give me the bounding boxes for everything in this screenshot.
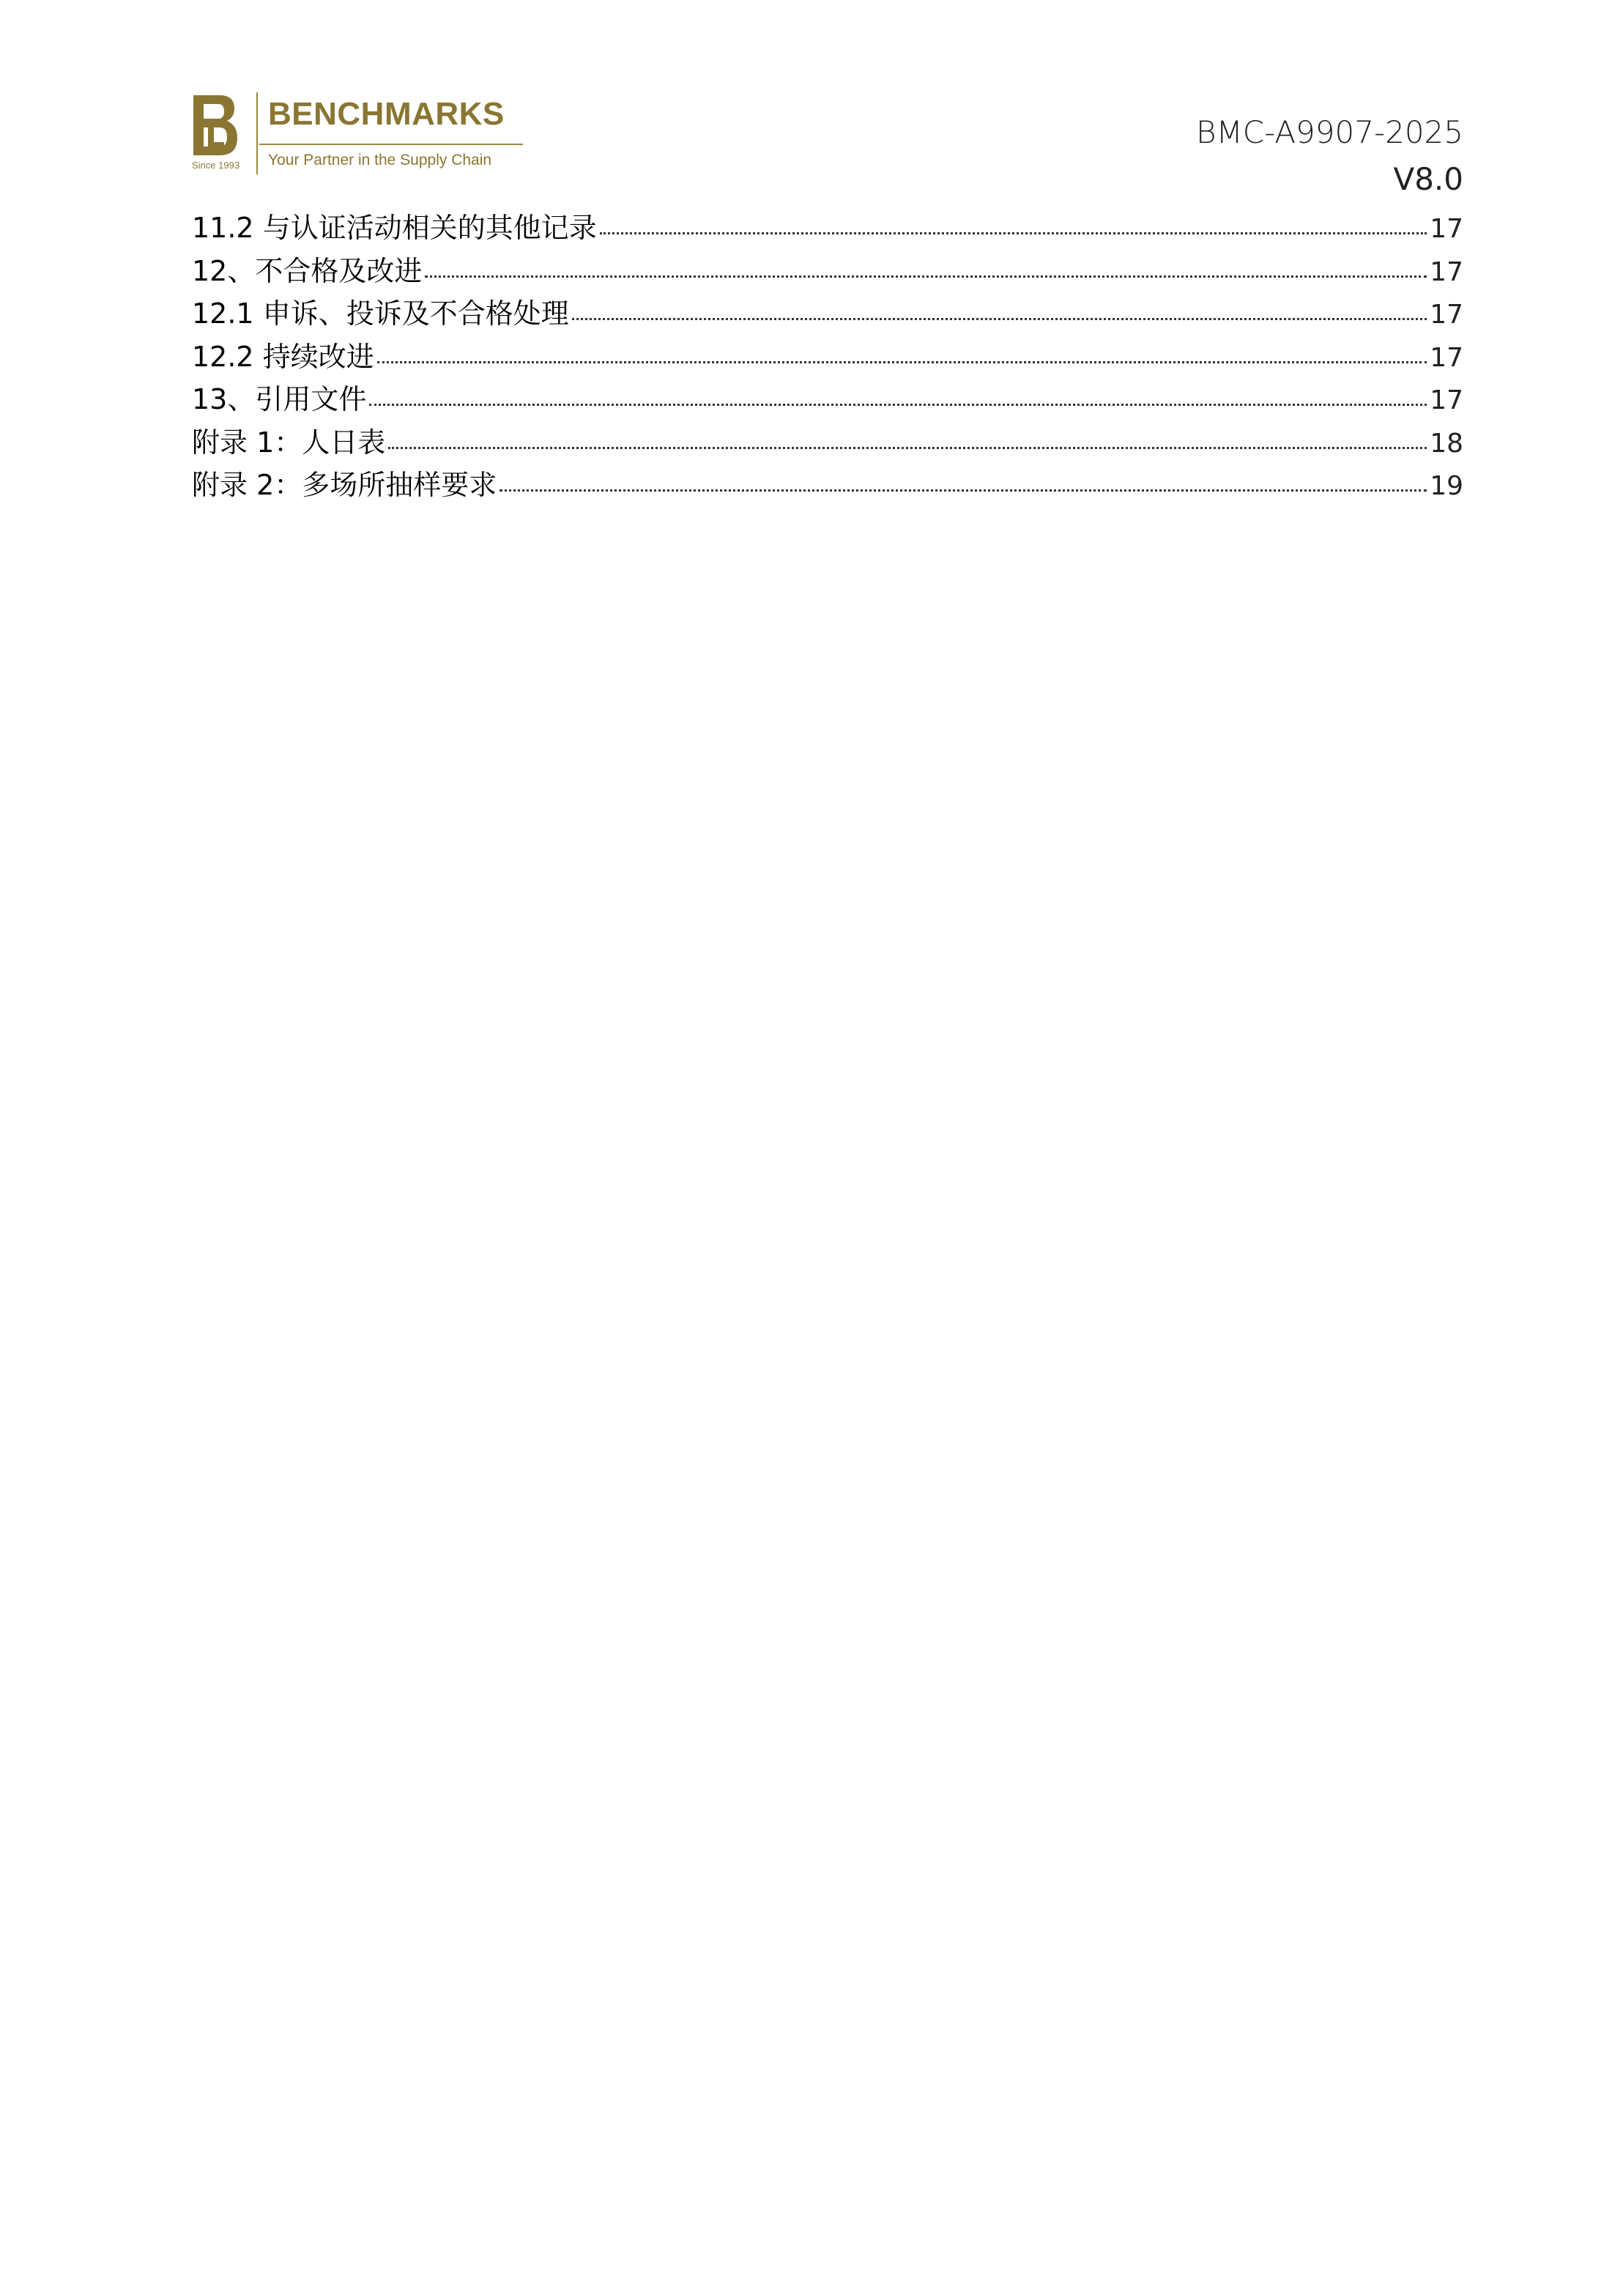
toc-entry-page: 17 [1430,342,1463,373]
toc-entry-page: 17 [1430,214,1463,244]
logo-since-text: Since 1993 [192,160,240,171]
company-logo [192,91,521,180]
toc-entry[interactable] [192,421,1463,464]
toc-entry-title: 12.1 申诉、投诉及不合格处理 [192,297,569,330]
toc-entry-page: 17 [1430,256,1463,287]
toc-entry[interactable] [192,207,1463,250]
toc-entry[interactable] [192,292,1463,336]
toc-entry-title: 附录 2：多场所抽样要求 [192,469,497,501]
toc-entry[interactable] [192,336,1463,379]
toc-dot-leader [377,361,1427,363]
toc-entry-page: 17 [1430,300,1463,330]
toc-entry-title: 12、不合格及改进 [192,254,423,287]
toc-dot-leader [369,404,1427,406]
toc-dot-leader [572,318,1427,320]
toc-entry[interactable] [192,250,1463,293]
toc-entry[interactable] [192,464,1463,507]
logo-rule [259,144,523,145]
toc-entry-title: 11.2 与认证活动相关的其他记录 [192,212,597,244]
toc-entry-page: 18 [1430,428,1463,459]
toc-entry[interactable] [192,378,1463,421]
document-code: BMC-A9907-2025 [1196,114,1463,150]
table-of-contents [192,207,1463,507]
document-version: V8.0 [1393,161,1463,197]
toc-entry-title: 13、引用文件 [192,383,367,415]
toc-dot-leader [600,232,1427,234]
toc-dot-leader [425,275,1427,278]
toc-dot-leader [499,489,1427,492]
logo-divider [256,92,258,174]
logo-tagline: Your Partner in the Supply Chain [268,152,492,169]
bm-monogram-icon [192,94,239,157]
toc-entry-page: 17 [1430,385,1463,415]
toc-dot-leader [388,447,1427,449]
toc-entry-title: 12.2 持续改进 [192,340,374,373]
toc-entry-page: 19 [1430,471,1463,501]
logo-brand-name: BENCHMARKS [268,96,505,132]
toc-entry-title: 附录 1：人日表 [192,426,386,459]
